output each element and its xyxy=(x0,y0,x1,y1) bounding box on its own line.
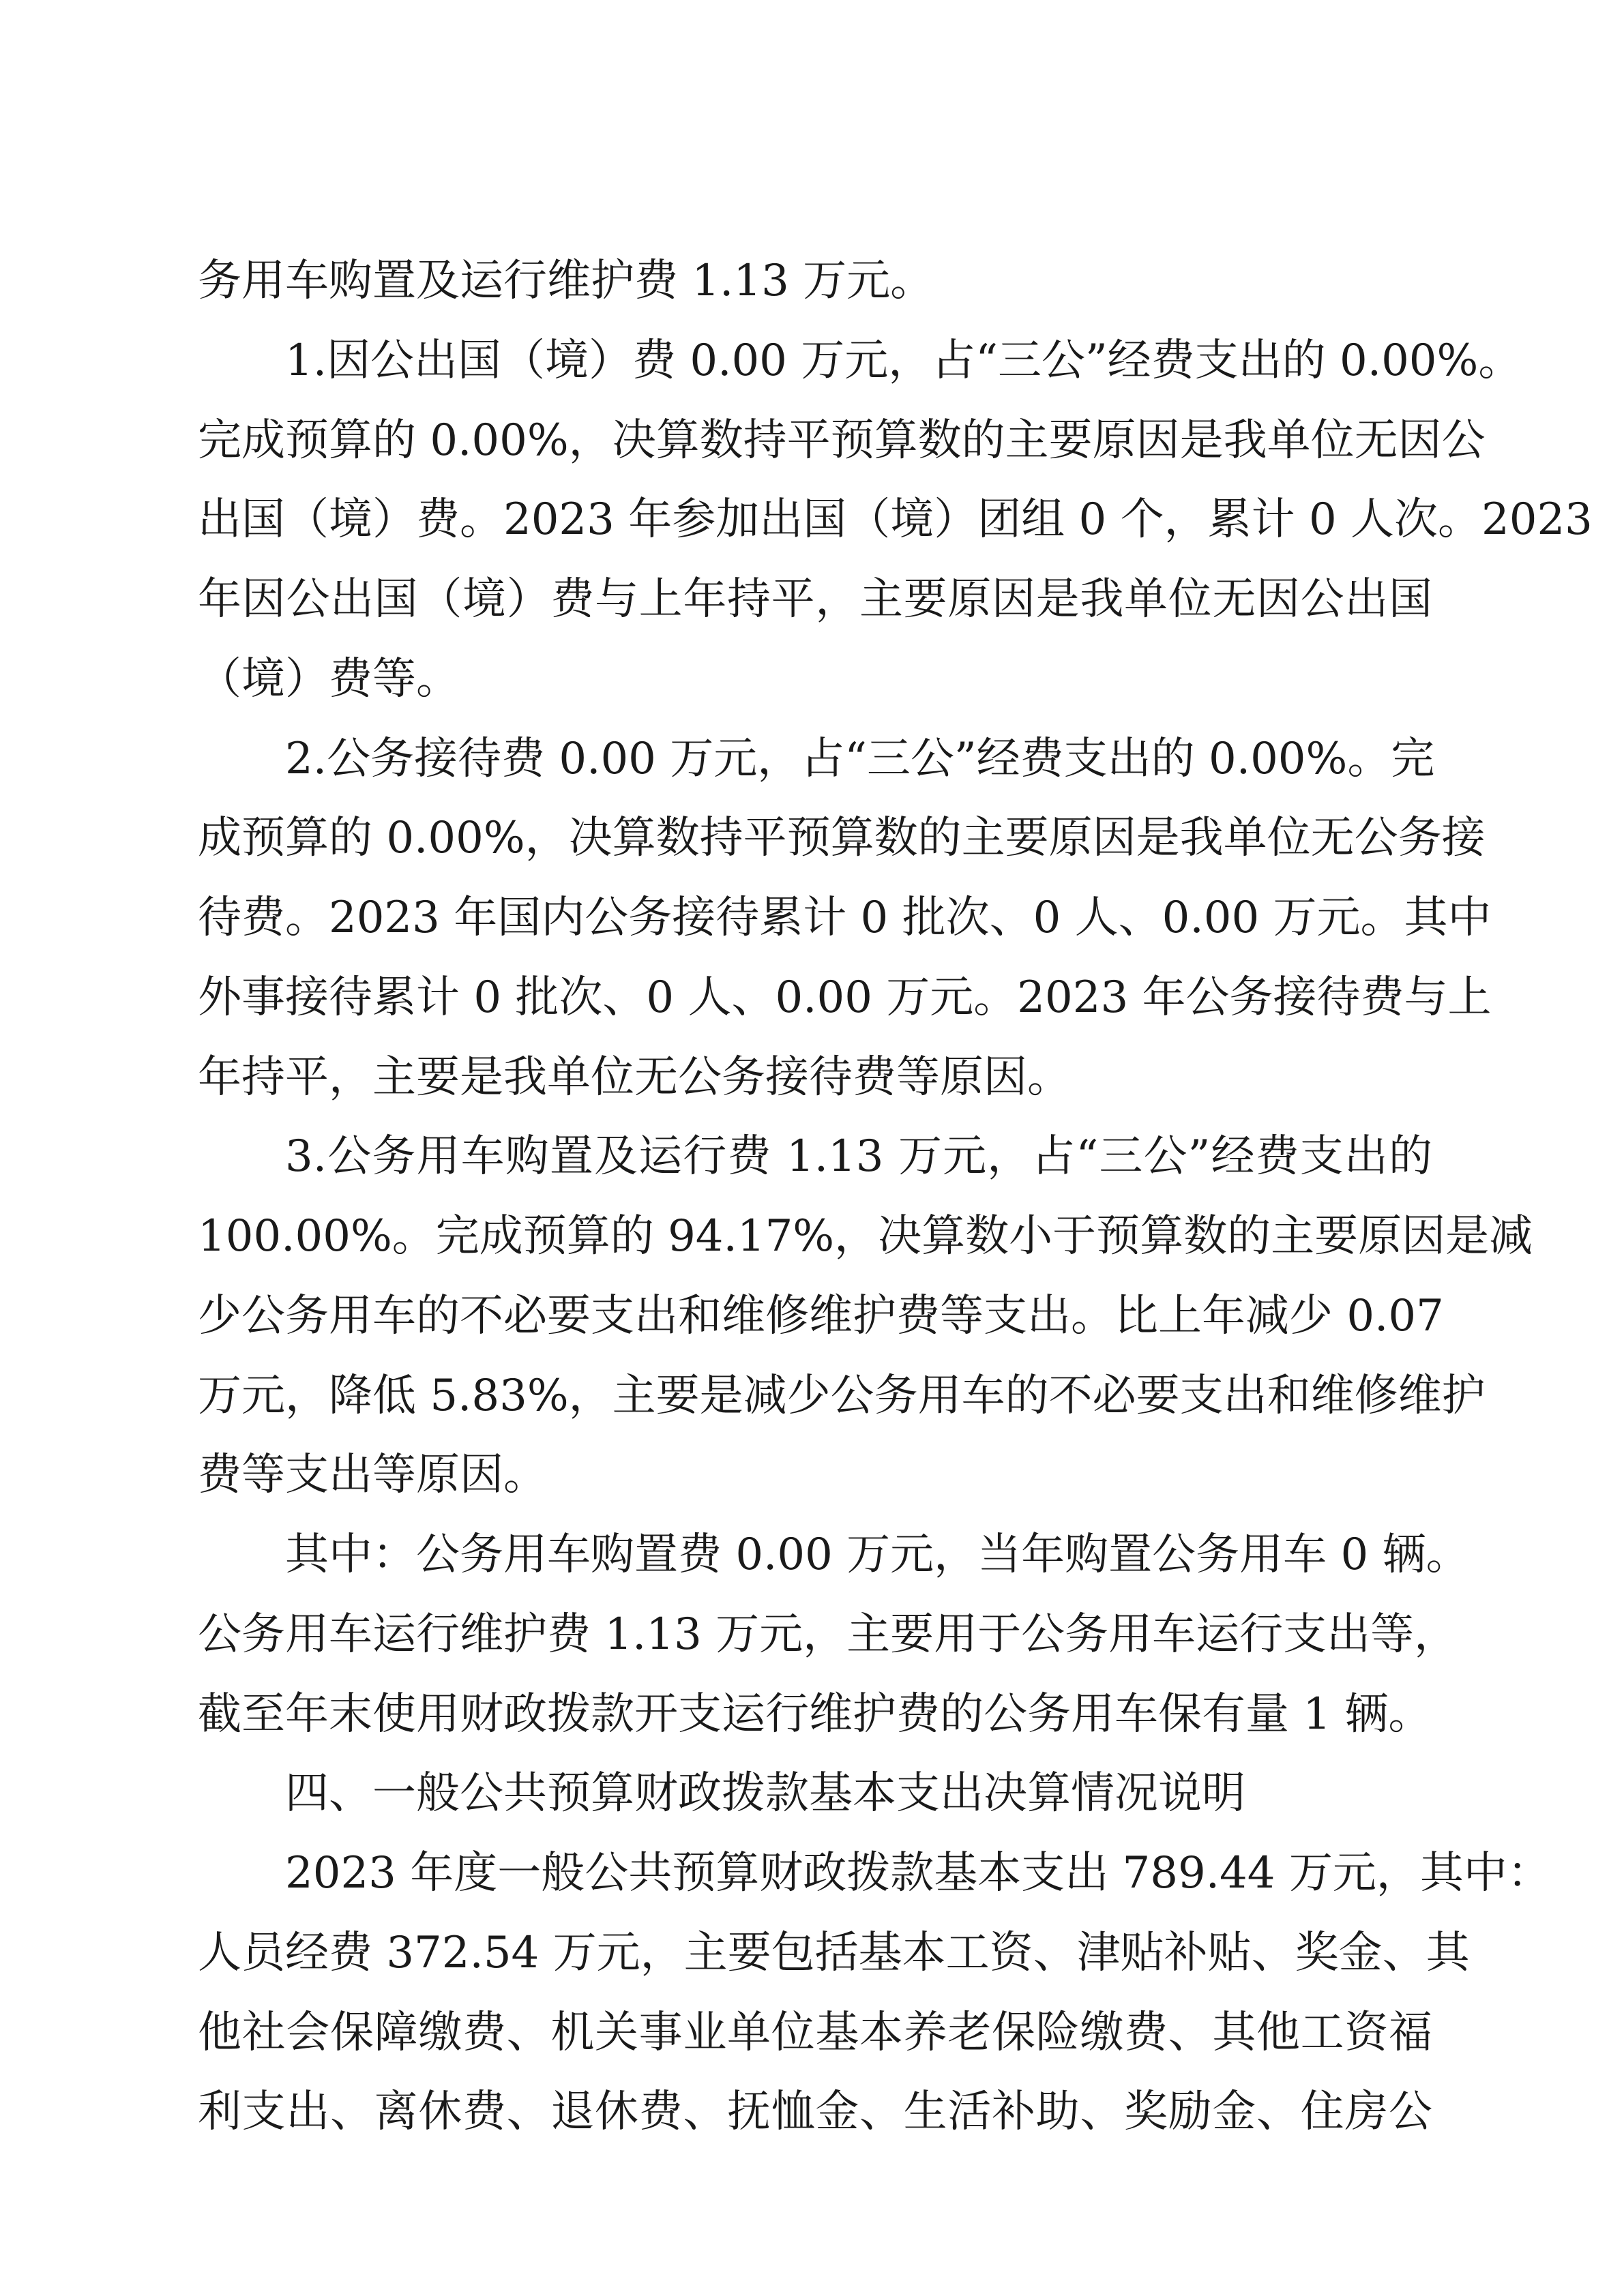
section-heading: 四、一般公共预算财政拨款基本支出决算情况说明 xyxy=(285,1768,1245,1819)
text-line: 利支出、离休费、退休费、抚恤金、生活补助、奖励金、住房公 xyxy=(198,2087,1432,2137)
text-line: 年持平，主要是我单位无公务接待费等原因。 xyxy=(198,1052,1071,1103)
text-line: 务用车购置及运行维护费 1.13 万元。 xyxy=(198,256,934,306)
text-line: 万元，降低 5.83%，主要是减少公务用车的不必要支出和维修维护 xyxy=(198,1371,1486,1421)
text-line: 公务用车运行维护费 1.13 万元，主要用于公务用车运行支出等， xyxy=(198,1609,1458,1660)
text-line: 待费。2023 年国内公务接待累计 0 批次、0 人、0.00 万元。其中 xyxy=(198,893,1492,943)
text-line: 完成预算的 0.00%，决算数持平预算数的主要原因是我单位无因公 xyxy=(198,415,1486,466)
text-line: 100.00%。完成预算的 94.17%，决算数小于预算数的主要原因是减 xyxy=(198,1211,1533,1262)
paragraph-line-item-3: 3.公务用车购置及运行费 1.13 万元，占“三公”经费支出的 xyxy=(285,1131,1432,1182)
text-line: 成预算的 0.00%，决算数持平预算数的主要原因是我单位无公务接 xyxy=(198,813,1486,863)
text-line: 出国（境）费。2023 年参加出国（境）团组 0 个，累计 0 人次。2023 xyxy=(198,494,1593,545)
paragraph-line-vehicle: 其中：公务用车购置费 0.00 万元，当年购置公务用车 0 辆。 xyxy=(285,1530,1470,1580)
text-line: 人员经费 372.54 万元，主要包括基本工资、津贴补贴、奖金、其 xyxy=(198,1928,1470,1978)
paragraph-line-basic-expenditure: 2023 年度一般公共预算财政拨款基本支出 789.44 万元，其中： xyxy=(285,1848,1551,1898)
text-line: 他社会保障缴费、机关事业单位基本养老保险缴费、其他工资福 xyxy=(198,2008,1432,2058)
text-line: 外事接待累计 0 批次、0 人、0.00 万元。2023 年公务接待费与上 xyxy=(198,972,1492,1023)
paragraph-line-item-2: 2.公务接待费 0.00 万元，占“三公”经费支出的 0.00%。完 xyxy=(285,734,1435,784)
text-line: （境）费等。 xyxy=(198,654,460,704)
text-line: 年因公出国（境）费与上年持平，主要原因是我单位无因公出国 xyxy=(198,574,1432,625)
text-line: 截至年末使用财政拨款开支运行维护费的公务用车保有量 1 辆。 xyxy=(198,1689,1432,1740)
text-line: 少公务用车的不必要支出和维修维护费等支出。比上年减少 0.07 xyxy=(198,1291,1444,1341)
text-line: 费等支出等原因。 xyxy=(198,1450,547,1500)
paragraph-line-item-1: 1.因公出国（境）费 0.00 万元，占“三公”经费支出的 0.00%。 xyxy=(285,336,1522,386)
